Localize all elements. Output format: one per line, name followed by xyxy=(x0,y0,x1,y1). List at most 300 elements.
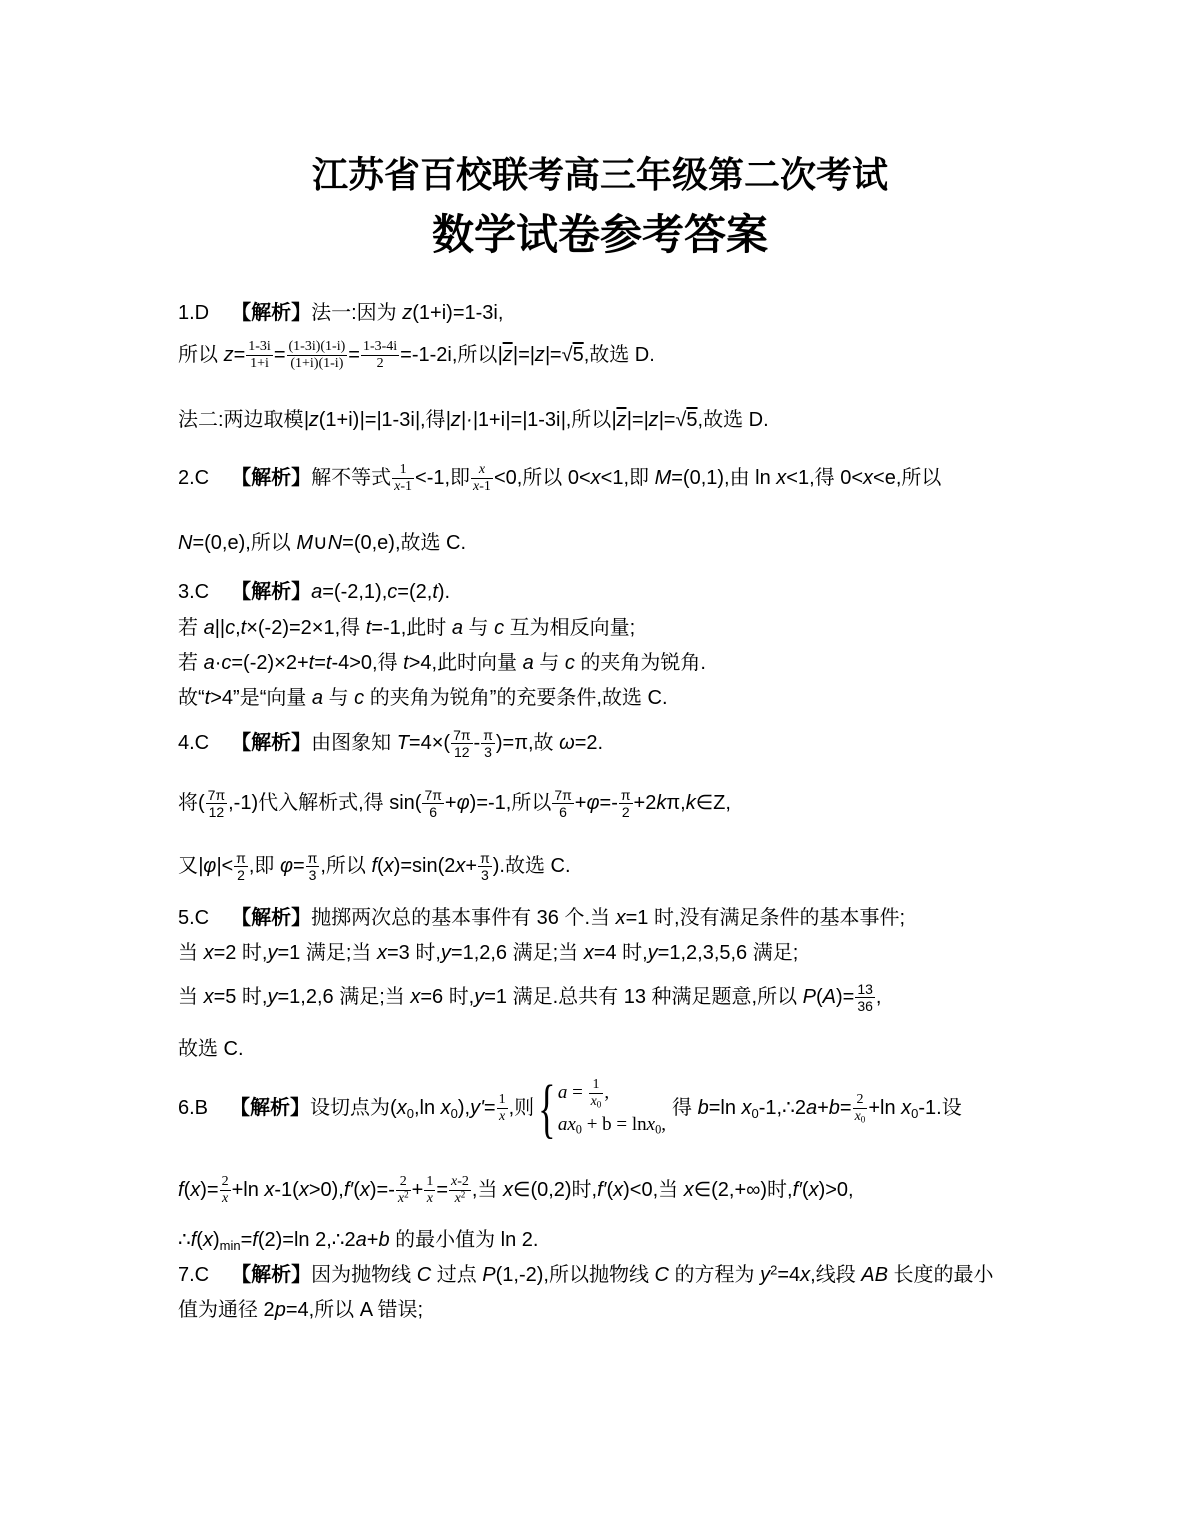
text-run: x xyxy=(863,467,874,489)
text-run: =4 时, xyxy=(593,942,648,964)
text-run: + xyxy=(444,792,457,814)
text-run: P xyxy=(802,986,816,1008)
text-run: )=sin(2 xyxy=(393,855,456,877)
text-run: 1 xyxy=(426,1174,434,1190)
text-run: φ xyxy=(586,792,600,814)
question-number: 5.C xyxy=(178,907,210,929)
text-run: x xyxy=(203,986,214,1008)
numerator xyxy=(306,850,320,866)
fraction xyxy=(589,1077,604,1110)
analysis-label: 【解析】 xyxy=(231,467,312,489)
text-run: , xyxy=(604,1081,610,1103)
text-run: a xyxy=(203,652,215,674)
text-run: (1,-2),所以抛物线 xyxy=(495,1264,655,1286)
text-run: ( xyxy=(183,1179,191,1201)
subscript: 0 xyxy=(450,1105,458,1121)
answer-line xyxy=(178,683,668,713)
text-run: 1-3i xyxy=(248,339,271,355)
text-run: y' xyxy=(470,1097,484,1119)
answer-line xyxy=(178,1225,538,1255)
fraction xyxy=(361,339,399,372)
text-run: ,当 xyxy=(471,1179,504,1201)
numerator xyxy=(422,787,443,803)
question-number: 2.C xyxy=(178,467,210,489)
text-run: = xyxy=(839,1097,852,1119)
denominator xyxy=(234,866,248,883)
text-run: 解不等式 xyxy=(311,467,392,489)
text-run: =√ xyxy=(663,409,687,431)
text-run: =- xyxy=(599,792,618,814)
text-run: c xyxy=(225,617,236,639)
text-run: 2 xyxy=(376,356,384,372)
exam-title: 江苏省百校联考高三年级第二次考试 xyxy=(311,154,888,195)
answer-line xyxy=(178,405,769,435)
text-run: φ xyxy=(279,855,293,877)
text-run: (1-3i)(1-i) xyxy=(288,339,346,355)
text-run: x xyxy=(426,1191,433,1207)
fraction xyxy=(497,1092,508,1125)
fraction xyxy=(451,727,472,760)
analysis-label: 【解析】 xyxy=(231,581,312,603)
text-run: ,即 xyxy=(248,855,280,877)
text-run: , xyxy=(235,617,241,639)
text-run: 5 xyxy=(686,409,698,431)
text-run: k xyxy=(685,792,696,814)
numerator xyxy=(451,727,472,743)
subscript: 0 xyxy=(596,1099,602,1110)
text-run: ( xyxy=(815,986,823,1008)
denominator xyxy=(853,1108,868,1125)
fraction xyxy=(422,787,443,820)
text-run: x xyxy=(376,942,387,964)
subscript: 0 xyxy=(406,1105,414,1121)
text-run: t xyxy=(365,617,372,639)
text-run: =6 时, xyxy=(420,986,475,1008)
text-run: || xyxy=(214,617,226,639)
text-run: | xyxy=(544,344,550,366)
text-run: = xyxy=(483,1097,496,1119)
text-run: N xyxy=(327,532,343,554)
text-run: A xyxy=(822,986,836,1008)
denominator xyxy=(361,355,399,372)
text-run: =5 时, xyxy=(213,986,268,1008)
text-run: =(-2)×2+ xyxy=(231,652,309,674)
text-run: $\overline{z}$ xyxy=(502,344,513,366)
text-run: x xyxy=(613,1179,624,1201)
text-run: = xyxy=(273,344,286,366)
text-run: 的夹角为锐角. xyxy=(574,652,706,674)
text-run: 2 xyxy=(237,867,245,884)
text-run: )= xyxy=(836,986,855,1008)
answer-line xyxy=(178,1260,994,1290)
text-run: )=π,故 xyxy=(495,732,560,754)
text-run: =-1-2i,所以 xyxy=(400,344,498,366)
text-run: 的方程为 xyxy=(668,1264,761,1286)
text-run: =(-2,1), xyxy=(322,581,388,603)
numerator xyxy=(552,787,573,803)
text-run: = xyxy=(436,1179,448,1201)
text-run: =(2, xyxy=(397,581,433,603)
text-run: )=-1,所以 xyxy=(469,792,552,814)
text-run: ,得 xyxy=(419,409,446,431)
text-run: M xyxy=(296,532,314,554)
text-run: | xyxy=(445,409,451,431)
equation-rows xyxy=(558,1077,666,1141)
text-run: φ xyxy=(203,855,217,877)
text-run: | xyxy=(658,409,664,431)
text-run: 2 xyxy=(399,1174,407,1190)
text-run: x xyxy=(410,986,421,1008)
text-run: 长度的最小 xyxy=(887,1264,994,1286)
denominator xyxy=(552,803,573,820)
text-run: 设切点为( xyxy=(310,1097,397,1119)
analysis-label: 【解析】 xyxy=(231,1264,312,1286)
superscript: 2 xyxy=(460,1189,466,1200)
text-run: ,则 xyxy=(508,1097,535,1119)
text-run: 值为通径 2 xyxy=(178,1299,275,1321)
answer-line xyxy=(178,298,503,328)
text-run: =1,2,6 满足;当 xyxy=(277,986,411,1008)
text-run: f xyxy=(190,1229,197,1251)
text-run: x xyxy=(202,1229,213,1251)
text-run: ). xyxy=(437,581,451,603)
text-run: y xyxy=(440,942,451,964)
analysis-label: 【解析】 xyxy=(231,302,312,324)
text-run: c xyxy=(221,652,232,674)
text-run: = xyxy=(314,652,326,674)
text-run: ∴ xyxy=(178,1229,191,1251)
text-run: a xyxy=(311,687,324,709)
text-run: ( xyxy=(196,1229,203,1251)
text-run: t xyxy=(204,687,211,709)
text-run: =1 时,没有满足条件的基本事件; xyxy=(625,907,906,929)
text-run: + xyxy=(817,1097,829,1119)
text-run: -2 xyxy=(457,1174,469,1190)
denominator xyxy=(287,355,348,372)
text-run: c xyxy=(354,687,365,709)
analysis-label: 【解析】 xyxy=(231,907,312,929)
text-run: c xyxy=(494,617,505,639)
text-run: +ln xyxy=(868,1097,902,1119)
text-run: k xyxy=(656,792,667,814)
text-run: =(0,e),故选 C. xyxy=(342,532,467,554)
text-run: ∈(2,+∞)时, xyxy=(693,1179,793,1201)
text-run: | xyxy=(414,409,420,431)
text-run: + xyxy=(574,792,587,814)
text-run: 3 xyxy=(484,744,492,761)
text-run: b xyxy=(828,1097,840,1119)
text-run: =-1,此时 xyxy=(371,617,452,639)
analysis-label: 【解析】 xyxy=(231,732,312,754)
text-run: f′ xyxy=(792,1179,802,1201)
text-run: |=| xyxy=(359,409,382,431)
text-run: <0,所以 0< xyxy=(493,467,591,489)
text-run: a xyxy=(451,617,463,639)
text-run: y xyxy=(474,986,485,1008)
numerator xyxy=(471,462,493,478)
fraction xyxy=(206,787,227,820)
text-run: -1.设 xyxy=(918,1097,962,1119)
fraction xyxy=(853,1092,868,1125)
text-run: p xyxy=(274,1299,286,1321)
answer-line xyxy=(178,340,655,370)
text-run: x xyxy=(454,1191,461,1207)
text-run: (1+i)(1-i) xyxy=(290,356,344,372)
text-run: φ xyxy=(456,792,470,814)
answer-line xyxy=(178,463,941,493)
text-run: + b = ln xyxy=(581,1113,647,1135)
numerator xyxy=(589,1077,604,1093)
text-run: x xyxy=(590,467,601,489)
numerator xyxy=(220,1174,231,1190)
text-run: = xyxy=(292,855,305,877)
text-run: ,ln xyxy=(413,1097,441,1119)
denominator xyxy=(396,1190,411,1207)
subscript: 0 xyxy=(655,1122,662,1137)
text-run: t xyxy=(432,581,438,603)
text-run: ) xyxy=(212,1229,220,1251)
answer-line xyxy=(178,981,882,1015)
equation-row xyxy=(558,1077,666,1109)
text-run: π xyxy=(307,850,318,867)
text-run: + xyxy=(366,1229,379,1251)
text-run: z xyxy=(648,409,659,431)
numerator xyxy=(234,850,248,866)
answer-line xyxy=(178,528,466,558)
denominator xyxy=(422,803,443,820)
text-run: t xyxy=(240,617,247,639)
text-run: C xyxy=(416,1264,432,1286)
text-run: =2. xyxy=(574,732,604,754)
text-run: =4 xyxy=(777,1264,801,1286)
text-run: AB xyxy=(861,1264,888,1286)
answer-line xyxy=(178,577,450,607)
numerator xyxy=(424,1174,435,1190)
text-run: 6 xyxy=(559,804,567,821)
text-run: x xyxy=(583,942,594,964)
text-run: ).故选 C. xyxy=(492,855,571,877)
fraction xyxy=(396,1174,411,1207)
fraction xyxy=(855,981,875,1014)
text-run: x xyxy=(397,1191,405,1207)
fraction xyxy=(478,850,492,883)
text-run: ,线段 xyxy=(810,1264,862,1286)
text-run: = xyxy=(567,1081,588,1103)
text-run: z xyxy=(308,409,319,431)
text-run: (2)=ln 2,∴2 xyxy=(257,1229,356,1251)
text-run: 36 xyxy=(857,998,873,1015)
denominator xyxy=(220,1190,231,1207)
text-run: =4×( xyxy=(408,732,451,754)
text-run: ( xyxy=(353,1179,360,1201)
text-run: 1 xyxy=(592,1076,600,1092)
fraction xyxy=(234,850,248,883)
answer-line xyxy=(178,1071,962,1145)
numerator xyxy=(449,1174,471,1190)
text-run: ,所以 xyxy=(320,855,372,877)
text-run: ( xyxy=(377,855,384,877)
question-number: 1.D xyxy=(178,302,210,324)
text-run: 得 xyxy=(672,1097,698,1119)
document-title: 数学试卷参考答案 xyxy=(431,211,768,258)
text-run: ,故选 D. xyxy=(697,409,769,431)
text-run: z xyxy=(402,302,413,324)
text-run: | xyxy=(303,409,309,431)
text-run: z xyxy=(223,344,234,366)
text-run: +ln xyxy=(231,1179,265,1201)
text-run: 2 xyxy=(856,1092,864,1108)
answer-line xyxy=(178,787,731,821)
text-run: x xyxy=(854,1109,861,1125)
text-run: y xyxy=(760,1264,771,1286)
text-run: | xyxy=(497,344,503,366)
text-run: x xyxy=(451,1174,458,1190)
text-run: 故“ xyxy=(178,687,205,709)
text-run: = xyxy=(348,344,360,366)
text-run: < xyxy=(221,855,234,877)
numerator xyxy=(855,981,875,997)
numerator xyxy=(361,339,399,355)
text-run: )<0,当 xyxy=(623,1179,684,1201)
answer-line xyxy=(178,727,604,761)
text-run: 因为抛物线 xyxy=(311,1264,417,1286)
subscript: 0 xyxy=(911,1105,919,1121)
text-run: 1 xyxy=(399,462,407,478)
text-run: c xyxy=(387,581,398,603)
text-run: ,故选 D. xyxy=(583,344,655,366)
text-run: f xyxy=(178,1179,184,1201)
text-run: )=- xyxy=(369,1179,395,1201)
text-run: -4>0,得 xyxy=(331,652,404,674)
text-run: 若 xyxy=(178,617,204,639)
text-run: π xyxy=(483,727,493,744)
denominator xyxy=(589,1093,604,1110)
text-run: | xyxy=(560,409,566,431)
text-run: 的最小值为 ln 2. xyxy=(389,1229,539,1251)
answer-line xyxy=(178,850,571,884)
equation-system xyxy=(536,1071,667,1145)
text-run: z xyxy=(534,344,545,366)
denominator xyxy=(392,478,414,495)
text-run: ), xyxy=(457,1097,471,1119)
numerator xyxy=(478,850,492,866)
text-run: y xyxy=(647,942,658,964)
text-run: P xyxy=(482,1264,496,1286)
text-run: y xyxy=(267,986,278,1008)
denominator xyxy=(206,803,227,820)
text-run: x xyxy=(221,1191,229,1207)
text-run: f xyxy=(371,855,378,877)
text-run: ω xyxy=(559,732,575,754)
text-run: <1,即 xyxy=(600,467,655,489)
text-run: x xyxy=(396,1097,407,1119)
text-run: (1+i)=1-3i, xyxy=(412,302,504,324)
denominator xyxy=(451,743,472,760)
text-run: M xyxy=(654,467,672,489)
text-run: + xyxy=(411,1179,424,1201)
left-brace: { xyxy=(538,1071,556,1145)
text-run: |·| xyxy=(460,409,478,431)
text-run: 12 xyxy=(208,804,225,821)
text-run: 7π xyxy=(453,727,471,744)
text-run: -1 xyxy=(400,479,413,495)
fraction xyxy=(552,787,573,820)
text-run: = xyxy=(233,344,246,366)
text-run: f xyxy=(252,1229,258,1251)
equation-row xyxy=(558,1109,666,1141)
text-run: π xyxy=(480,850,490,867)
text-run: =3 时, xyxy=(386,942,441,964)
answer-line xyxy=(178,613,635,643)
text-run: ×(-2)=2×1,得 xyxy=(246,617,366,639)
text-run: a xyxy=(311,581,323,603)
text-run: x xyxy=(394,479,401,495)
text-run: a xyxy=(522,652,534,674)
text-run: x xyxy=(383,855,394,877)
text-run: x xyxy=(615,907,626,929)
text-run: ( xyxy=(606,1179,614,1201)
text-run: f′ xyxy=(597,1179,607,1201)
numerator xyxy=(619,787,633,803)
question-number: 7.C xyxy=(178,1264,210,1286)
analysis-label: 【解析】 xyxy=(230,1097,311,1119)
numerator xyxy=(497,1092,508,1108)
text-run: N xyxy=(178,532,193,554)
text-run: |=| xyxy=(626,409,649,431)
subscript: 0 xyxy=(860,1114,866,1125)
text-run: T xyxy=(396,732,409,754)
text-run: ∪ xyxy=(313,532,328,554)
answer-line xyxy=(178,903,905,933)
text-run: 法一:因为 xyxy=(311,302,403,324)
text-run: >4”是“向量 xyxy=(210,687,312,709)
text-run: a xyxy=(805,1097,818,1119)
text-run: )>0, xyxy=(818,1179,854,1201)
text-run: x xyxy=(741,1097,752,1119)
denominator xyxy=(306,866,320,883)
text-run: =1 满足;当 xyxy=(277,942,377,964)
text-run: =4,所以 A 错误; xyxy=(285,1299,424,1321)
text-run: 13 xyxy=(857,981,873,998)
text-run: |=| xyxy=(505,409,528,431)
text-run: x xyxy=(800,1264,811,1286)
text-run: 与 xyxy=(462,617,495,639)
text-run: 与 xyxy=(533,652,565,674)
numerator xyxy=(853,1092,868,1108)
text-run: =ln xyxy=(708,1097,742,1119)
text-run: 7π xyxy=(424,787,442,804)
fraction xyxy=(392,462,414,495)
text-run: · xyxy=(214,652,222,674)
text-run: 法二:两边取模 xyxy=(178,409,304,431)
text-run: <1,得 0< xyxy=(786,467,864,489)
text-run: x xyxy=(683,1179,694,1201)
fraction xyxy=(471,462,493,495)
denominator xyxy=(481,743,495,760)
text-run: y xyxy=(267,942,278,964)
text-run: π, xyxy=(666,792,686,814)
text-run: =1,2,6 满足;当 xyxy=(450,942,584,964)
text-run: t xyxy=(308,652,315,674)
question-number: 4.C xyxy=(178,732,210,754)
text-run: -1 xyxy=(479,479,491,495)
text-run: 7π xyxy=(207,787,226,804)
text-run: , xyxy=(661,1113,667,1135)
numerator xyxy=(392,462,414,478)
numerator xyxy=(481,727,495,743)
fraction xyxy=(424,1174,435,1207)
text-run: =2 时, xyxy=(213,942,268,964)
